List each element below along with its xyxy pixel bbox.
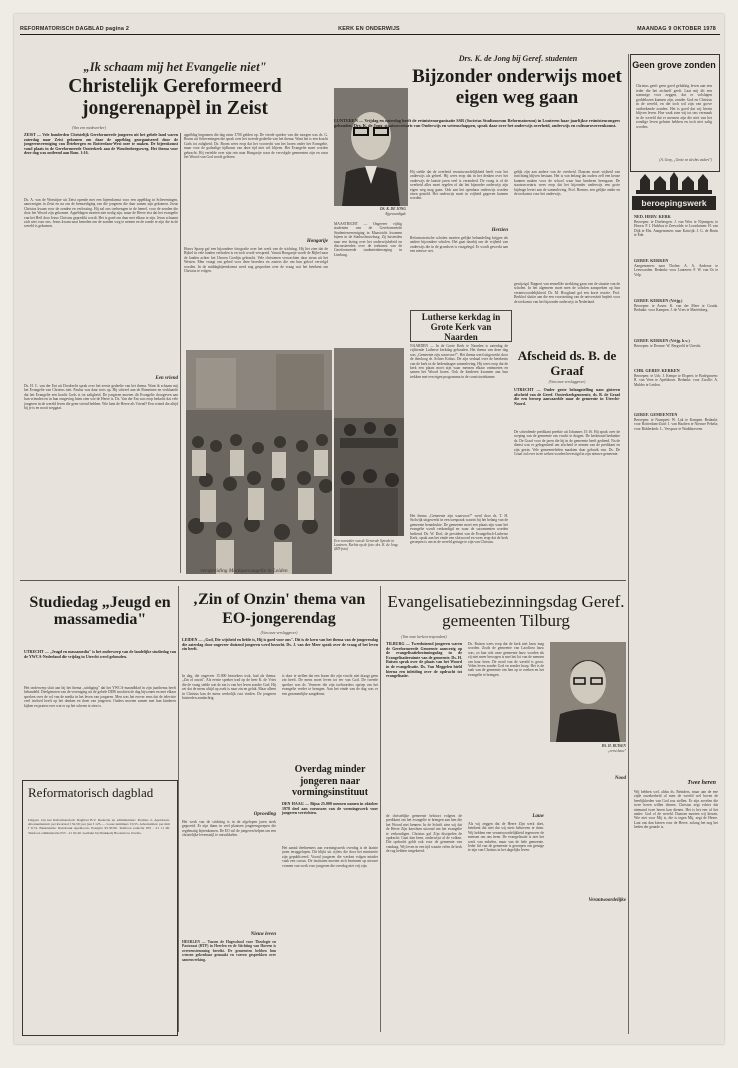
article8-subhead-3: Verantwoordelijke (588, 898, 626, 903)
article1-col2: appèldag begonnen die dag ruim 3700 gelden op. De vierde spreker van die morgen was ds. G. Boom uit Scheveningen die sprak over het tweede gedeelte van het thema. Want het is een kracht Gods tot zaligheid. Ds. Boom wees erop dat het voorrecht van het horen onder het Evangelie, maar voor de godzalige tijdkunst van deze tijd niet wil blijven. Het Evangelie moet worden gebracht. Hij vertelde over zijn reis naar Hongarije waar de vervolgde gemeenten zijn en waar het Woord van God wordt gelezen. (184, 133, 328, 160)
photo1-sub: Afgevaardigde (384, 212, 406, 216)
article2-headline: Bijzonder onderwijs moet eigen weg gaan (412, 66, 622, 108)
article1-subhead-2: Hongarije (306, 239, 328, 244)
article2b-col1: MAASTRICHT — Ongeveer vijftig studenten van de Gereformeerde Studentenvereniging in Maastricht kwamen bijeen in de Stadsschouwburg. Zij luisterden naar een lezing over het onderwijsbeleid en discussieerden over de toekomst van de Gereformeerde studentenbeweging in Limburg. (334, 222, 402, 257)
beroeping-text-1: Beroepen: te Driebergen: J. van Wier te Nijmegen; te Hoorn: P. J. Hulsbos te Zeewolde; te Loosduinen: H. van Dijk te Elst. Aangenomen: naar Katwijk: J. G. de Bruin te Ede. (634, 220, 718, 238)
article5-col4: HEERLEN — Tussen de Hogeschool voor Theologie en Pastoraat (HTP) in Heerlen en de Stichting van Hoeven is overeenstemming bereikt. De gemeenten hebben hun wensen gekenbaar gemaakt en voeren gesprekken over samenwerking. (182, 940, 276, 962)
church-silhouette-icon (636, 172, 712, 194)
column-divider (180, 133, 181, 573)
article3-col1: NAARDEN — In de Grote Kerk te Naarden is zaterdag de vijftiende Lutherse kerkdag gehouden. Het thema van deze dag was „Gemeente zijn waarvoor?". Het thema werd uitgewerkt door de theoloog dr. Achter Kobus. De zijn verhaal over de betekenis van de kerk in de hedendaagse samenleving. Hij wees erop dat de kerk een plaats moet zijn waar mensen elkaar ontmoeten en samen het Woord horen. Ook de kinderen kwamen aan hun trekken met een eigen programma in de consistoriekamer. (410, 344, 508, 379)
article6-col: Het onderwerp sluit aan bij het thema „uitdaging" dat het YWCA-maandblad in zijn jaarthema heeft behandeld. Deelgenoten van de vereniging uit de gehele DDR mochten de dag bijwonen en met elkaar spreken over de rol van de media in het leven van jongeren. Men was het erover eens dat de televisie veel invloed heeft op het denken en doen van jongeren. Ouders moeten samen met hun kinderen kijken en praten over wat er op het scherm te zien is. (24, 686, 176, 708)
article4-byline: (Van onze verslaggever) (548, 380, 586, 384)
article6-lead: UTRECHT — „Jeugd en massamedia" is het onderwerp van de landelijke studiedag van de YWCA-Nederland die vrijdag in Utrecht werd gehouden. (24, 649, 176, 659)
article8-subhead-1: Lauw (532, 814, 544, 819)
article7-col: Het aantal deelnemers aan vormingswerk overdag is de laatste jaren teruggelopen. Dit blijkt uit cijfers die door het ministerie zijn gepubliceerd. Vooral jongeren die werken volgen minder vaak een cursus. De instituten moeten zich bezinnen op nieuwe vormen van werk voor jongeren die overdag niet vrij zijn. (282, 846, 378, 868)
article5-col3: Het werk van de stichting is in de afgelopen jaren sterk gegroeid. Er zijn thans in veel plaatsen jongerengroepen die regelmatig bijeenkomen. De EO wil de jongeren helpen om een christelijke levensstijl te ontwikkelen. (182, 820, 276, 838)
beroeping-head-1: NED. HERV. KERK (634, 214, 671, 219)
masthead-center: KERK EN ONDERWIJS (338, 26, 400, 32)
article5-lead: LEIDEN — „God, Die wijsheid en liefde is, Hij is goed voor ons". Dit is de kern van het thema van de jongerendag die zaterdag door ongeveer duizend jongeren werd bezocht. Ds. J. van der Meer sprak over de vraag of het leven zin heeft. (182, 637, 378, 652)
article1-col2b: Hoors Spaop gaf een bijzondere fotografie over het werk van de stichting. Hij liet zien dat de Bijbel in vele landen verboden is en toch wordt verspreid. Vanuit Hongarije wordt de Bijbel naar de landen achter het IJzeren Gordijn gebracht. Vele christenen verwachten daar steun uit het Westen. Men vraagt om gebed voor deze broeders en zusters die om hun geloof vervolgd worden. In de middagbijeenkomst werd nog gesproken over de vraag wat het betekent om Christus te volgen. (184, 247, 328, 274)
article8-col3: Als wij zeggen dat de Heere Zijn werk doet, betekent dat niet dat wij niets behoeven te doen. Wij hebben een verantwoordelijkheid tegenover de mensen om ons heen. De evangelisatie is niet het werk van enkelen, maar van de hele gemeente. Ieder lid van de gemeente is geroepen om getuige te zijn van Christus in het dagelijks leven. (468, 822, 544, 853)
article2b-col2: Reformatorische scholen moeten gelijke behandeling krijgen als andere bijzondere scholen. Het gaat daarbij om de vrijheid van onderwijs die in de grondwet is vastgelegd. Er wordt gewerkt aan een nieuwe wet. (410, 236, 508, 254)
newspaper-page (14, 14, 724, 1044)
beroepingswerk-list (634, 214, 718, 458)
article2-col2: gelijk zijn aan andere van de overheid. Daarom moet vrijheid van inrichting blijven bestaan. Het is van belang dat ouders zelf een keuze kunnen maken voor de school waar hun kinderen heengaan. De staatssecretaris wees erop dat het bijzonder onderwijs een grote bijdrage levert aan de samenleving. Prof. Bremer, een gelijke ander en de toekomst voor het onderwijs. (514, 170, 620, 197)
article9-headline: Geen grove zonden (632, 60, 716, 70)
article5-headline: ‚Zin of Onzin' thema van EO-jongerendag (192, 591, 366, 627)
article8-col1: de christelijke gemeente behoort volgens de predikant om het evangelie te brengen aan hen die het Woord niet kennen. In de Schrift zien wij dat de Heere Zijn knechten uitzond om het evangelie te verkondigen. Christus gaf Zijn discipelen de opdracht: Gaat dan heen, onderwijst al de volken. Die opdracht geldt ook voor de gemeente van vandaag. Wij leven in een tijd waarin velen de kerk de rug hebben toegekeerd. (386, 814, 462, 854)
article5-subhead-1: Opvoeding (253, 812, 276, 817)
lower-column-divider (380, 586, 381, 1032)
synod-illustration-icon (334, 348, 404, 536)
article1-subhead-1: Een vriend (155, 376, 178, 381)
portrait-illustration-icon (550, 642, 626, 742)
article9-body: Christus geeft geen goed gelukkig leven aan een ieder die het zichzelf geeft. Laat mij dit een sommige voor zeggen, dat er volslagen goddelozen kunnen zijn, zonder God en Christus in de wereld, en die toch wil zijn van grove ontbrekende zonden. Het is goed dat wij hierin blijven leven. Hoe vaak zien wij tot ons vermaak in de wereld dat er mensen zijn die niet van het zondige leven gelaten hebben en toch niet zalig worden. (636, 84, 712, 129)
article5-col2: is door te stellen dat een boom die zijn vrucht niet draagt geen zin heeft. De mens moet leven tot eer van God. De tweede spreker was ds. Vermeer die zijn toehoorders opriep om het evangelie verder te brengen. Aan het einde van de dag was er een gezamenlijke zangdienst. (282, 674, 378, 696)
article7-lead: DEN HAAG — Bijna 25.000 mensen namen in oktober 1978 deel aan cursussen van de vormingswerk voor jongeren verrichten. (282, 801, 378, 816)
article3-col2: Het thema „Gemeente zijn waarvoor?" werd door ds. T. H. Stolwijk uitgewerkt in een toespraak waarin hij het belang van de gemeente benadrukte. De gemeente moet een plaats zijn waar het evangelie wordt verkondigd en waar de sacramenten worden bediend. Ds. W. Dorl, de president van de Evangelisch-Lutherse Kerk, sprak aan het einde een slotwoord en wees erop dat de kerk geroepen is om in de wereld getuige te zijn van Christus. (410, 514, 508, 545)
article5-col1: In dag, die ongeveer 15.000 bezoekers trok, had als thema: „Zin of onzin". Als eerste spreker trad op de heer K. de Vries die de vraag stelde wat de zin is van het leven zonder God. Hij zei dat de mens altijd op zoek is naar zin en geluk. Maar alleen in Christus kan de mens werkelijk rust vinden. De jongeren luisterden aandachtig. (182, 674, 276, 701)
article8-headline: Evangelisatiebezinningsdag Geref. gemeenten Tilburg (387, 592, 625, 630)
article8-subhead-2: Nood (614, 776, 626, 781)
right-column-divider (628, 54, 629, 1034)
article9-sig: (A. Gray, „Grote en slechts vaders") (659, 158, 712, 162)
article1-lead: ZEIST — Vele honderden Christelijk Gereformeerde jongeren uit het gehele land waren zaterdag naar Zeist gekomen om daar de appèldag georganiseerd door de jongerenvereniging van Driebergen en Rotterdam-West mee te maken. De bijeenkomst vond plaats in de Gereformeerde Oosterkerk aan de Woudenbergseweg. Het thema voor deze dag was ontleend aan Rom. 1:16. (24, 132, 178, 156)
article5-byline: (Van onze verslaggever) (260, 631, 298, 635)
article11-headline: Twee heren (687, 780, 716, 786)
photo3-caption: verspreiding Markusevangelie in Leiden (200, 568, 288, 574)
masthead-left: REFORMATORISCH DAGBLAD pagina 2 (20, 26, 130, 32)
section-rule (20, 580, 626, 581)
beroeping-text-6: Beroepen: te Nunspeet: W. Lok te Kampen. Bedankt: voor Rotterdam-Zuid: J. van Haaften te Nieuwe Pekela; voor Ridderkerk: L. Verspoor te Waddinxveen. (634, 418, 718, 431)
synod-photo (334, 348, 404, 536)
article2-col1: Hij stelde dat de overheid verantwoordelijkheid heeft voor het onderwijs als geheel. Hij wees erop dat in het denken over het onderwijs de laatste jaren veel is veranderd. De vraag is of de overheid alles moet regelen of dat het bijzonder onderwijs zijn eigen weg mag gaan. Ook aan het openbaar onderwijs worden eisen gesteld. Het onderwijs moet in vrijheid gegeven kunnen worden. (410, 170, 508, 201)
photo4-caption: DS. H. RUISEN (601, 744, 626, 748)
masthead-rule (20, 34, 720, 35)
article3-headline: Lutherse kerkdag in Grote Kerk van Naarden (421, 312, 501, 342)
article12-body: Uitgave van het Reformatorisch Dagblad B.V. Redactie en administratie: Postbus 2, Apeldoorn. Abonnementen: per kwartaal f 32,50; per jaar f 125,—. Losse nummers f 0,55. Advertenties: per mm f 0,74. Bankrelatie: Rabobank Apeldoorn. Postgiro 95.30.90. Telefoon redactie 055 - 21 11 00. Telefoon administratie 055 - 21 04 40. Gedrukt bij Drukkerij Boonstra te Zwolle. (28, 818, 170, 835)
article6-headline: Studiedag „Jeugd en massamedia" (29, 594, 171, 628)
article8-byline: (Van onze kerkcorrespondent) (401, 635, 447, 639)
article8-col2: Ds. Ruisen wees erop dat de kerk niet lauw mag worden. Zoals de gemeente van Laodicea lauw was, zo kan ook onze gemeente lauw worden als zij niet meer bewogen is met het lot van de mensen om haar heen. De nood van de wereld is groot. Velen leven zonder God en zonder hoop. Het is de taak van de gemeente om hen op te zoeken en het evangelie te brengen. (468, 642, 544, 677)
article1-kicker: „Ik schaam mij het Evangelie niet" (83, 60, 267, 74)
article11-body: Wij hebben wel, aldus ds. Reinders, maar aan de ene zijde onzekerheid of men de wereld wel boven de heerlijkheden van God zou stellen. Er zijn zovelen die twee heren willen dienen. Christus zegt echter dat niemand twee heren kan dienen. Het is het een of het ander: God of de wereld. Daarom moeten wij kiezen. Wie niet voor Mij is, die is tegen Mij, zegt de Heere. Laat ons dan kiezen voor de Heere, zolang het nog het heden der genade is. (634, 790, 718, 830)
photo1-caption: DS. K. DE JONG (379, 207, 406, 211)
article5-subhead-2: Nieuw leven (250, 932, 276, 937)
article1-byline: (Van een medewerker) (72, 126, 106, 130)
beroeping-head-4: GEREF. KERKEN (Vrijg. b.v.) (634, 338, 690, 343)
crowd-illustration-icon (186, 350, 332, 574)
article4-lead: UTRECHT — Onder grote belangstelling nam gisteren afscheid van de Geref. Oosterkerkgemeente, ds. B. de Graaf die een beroep aanvaardde naar de gemeente in Utrecht-Noord. (514, 387, 620, 406)
masthead-right: MAANDAG 9 OKTOBER 1978 (637, 26, 716, 32)
article1-headline: Christelijk Gereformeerd jongerenappèl in Zeist (68, 76, 282, 119)
article4-col: De scheidende predikant preekte uit Johannes 15:16. Hij sprak over de roeping van de gemeente om vrucht te dragen. De kerkeraad bedankte ds. De Graaf voor de jaren die hij in de gemeente heeft gediend. Na de dienst was er gelegenheid om afscheid te nemen van de predikant en zijn gezin. Vele gemeenteleden maakten daar gebruik van. Ds. De Graaf zal over twee weken worden bevestigd in zijn nieuwe gemeente. (514, 430, 620, 457)
article7-headline: Overdag minder jongeren naar vormingsinstituut (291, 764, 369, 798)
beroeping-head-2: GEREF. KERKEN (634, 258, 669, 263)
article12-headline: Reformatorisch dagblad (28, 785, 154, 800)
lower-left-divider (178, 586, 179, 1032)
article8-lead: TILBURG — Tweeduizend jongeren waren de Gereformeerde Gemeente aanwezig op de evangelisatiebezinningsdag in de Evangelisatieruimte van de gemeente. Ds. H. Ruisen sprak over de plaats van het Woord in de evangelisatie. Ds. Van Meggelen hield hierna een inleiding over de opdracht tot evangelisatie. (386, 641, 462, 679)
beroeping-head-6: GEREF. GEMEENTEN (634, 412, 678, 417)
article1-col1b: Ds. H. C. van der Ent uit Dordrecht sprak over het eerste gedeelte van het thema. Want ik schaam mij het Evangelie van Christus niet. Paulus was daar trots op. Hij schreef aan de Romeinen en verklaarde dat het Evangelie een kracht Gods is tot zaligheid. De jongeren moeten dit Evangelie doorgeven aan hun vrienden en in hun omgeving laten zien wie de Heere is. Ds. Van der Ent was erop bedacht dat vele jongeren in de wereld leven die geen vriend hebben. Wie kent de Heere als Vriend? Een vriend die altijd bij je is en nooit weggaat. (24, 384, 178, 411)
photo4-sub: „eerst lauw" (607, 749, 626, 753)
article2-kicker: Drs. K. de Jong bij Geref. studenten (458, 54, 578, 63)
beroepingswerk-title: beroepingswerk (632, 196, 716, 210)
beroeping-text-5: Beroepen: te Urk: J. Kempe te Elspeet; te Bodegraven: R. van Veen te Apeldoorn. Bedankt: voor Zwolle: A. Mulder te Leiden. (634, 374, 718, 387)
article2-col3: gewijzigd. Rapport van eenzelfde strekking gaan van de situatie van de scholen. In het algemeen moet men de scholen aanspreken op hun verantwoordelijkheid. Dr. M. Hoogland gaf een korte reactie. Prof. Berkhof sluitte aan die een voortzetting van de universiteit bepleit voor de toekomst van het bijzonder onderwijs in Nederland. (514, 282, 620, 304)
article4-headline: Afscheid ds. B. de Graaf (517, 348, 617, 378)
crowd-photo (186, 350, 332, 574)
article2-lead: LUNTEREN — Vrijdag en zaterdag heeft de reünistenorganisatie SSR (Societas Studiosorum Reformatorum) in Lunteren haar jaarlijkse reünistencongres gehouden. Drs. K. de Jong, staatssecretaris van Onderwijs en wetenschappen, sprak daar over het onderwijs overheid, onderwijs en cultuurovereenkomst. (334, 118, 620, 128)
article1-col1: Ds. A. van de Woestijne uit Zeist opende met een bijeenkomst voor een appèldag in Scheveningen, aanwezigen in Zeist en nu om de bemoediging van die jongeren die daar samen zijn gekomen. Jezus Christus kwam voor de zonden en verlossing. Hij zal ons toebrengen in de hemel, voor de zonden die door het Woord zijn gekomen. Appèldagen moeten niet nodig zijn, maar de Heere eist dat het evangelie van het Heil door Jezus Christus gepredikt wordt. Het is goed om daar met elkaar te zijn. Jezus schaamt zich niet voor ons. Jezus kwam naar beneden om de zonden weg te nemen en de zonde te zijn die in de wereld is gekomen. (24, 198, 178, 229)
beroeping-head-3: GEREF. KERKEN (Vrijg.) (634, 298, 683, 303)
beroeping-text-3: Beroepen: te Assen: K. van der Meer te Gouda. Bedankt: voor Kampen: J. de Vries te Mariënberg. (634, 304, 718, 313)
photo2-caption: Een voorzitter van de Generale Synode in Lunteren. Rechts op de foto: drs. K. de Jong. (RD-foto) (334, 539, 399, 552)
portrait-photo-2 (550, 642, 626, 742)
article2-subhead: Herzien (491, 228, 508, 233)
beroeping-head-5: CHR. GEREF. KERKEN (634, 368, 680, 373)
beroeping-text-2: Aangenomen: naar Tholen: A. A. Andreae te Leeuwarden. Bedankt: voor Lunteren: F. W. van Os te Velp. (634, 264, 718, 277)
beroeping-text-4: Beroepen: te Deurne: W. Bergveld te Utrecht. (634, 344, 702, 348)
